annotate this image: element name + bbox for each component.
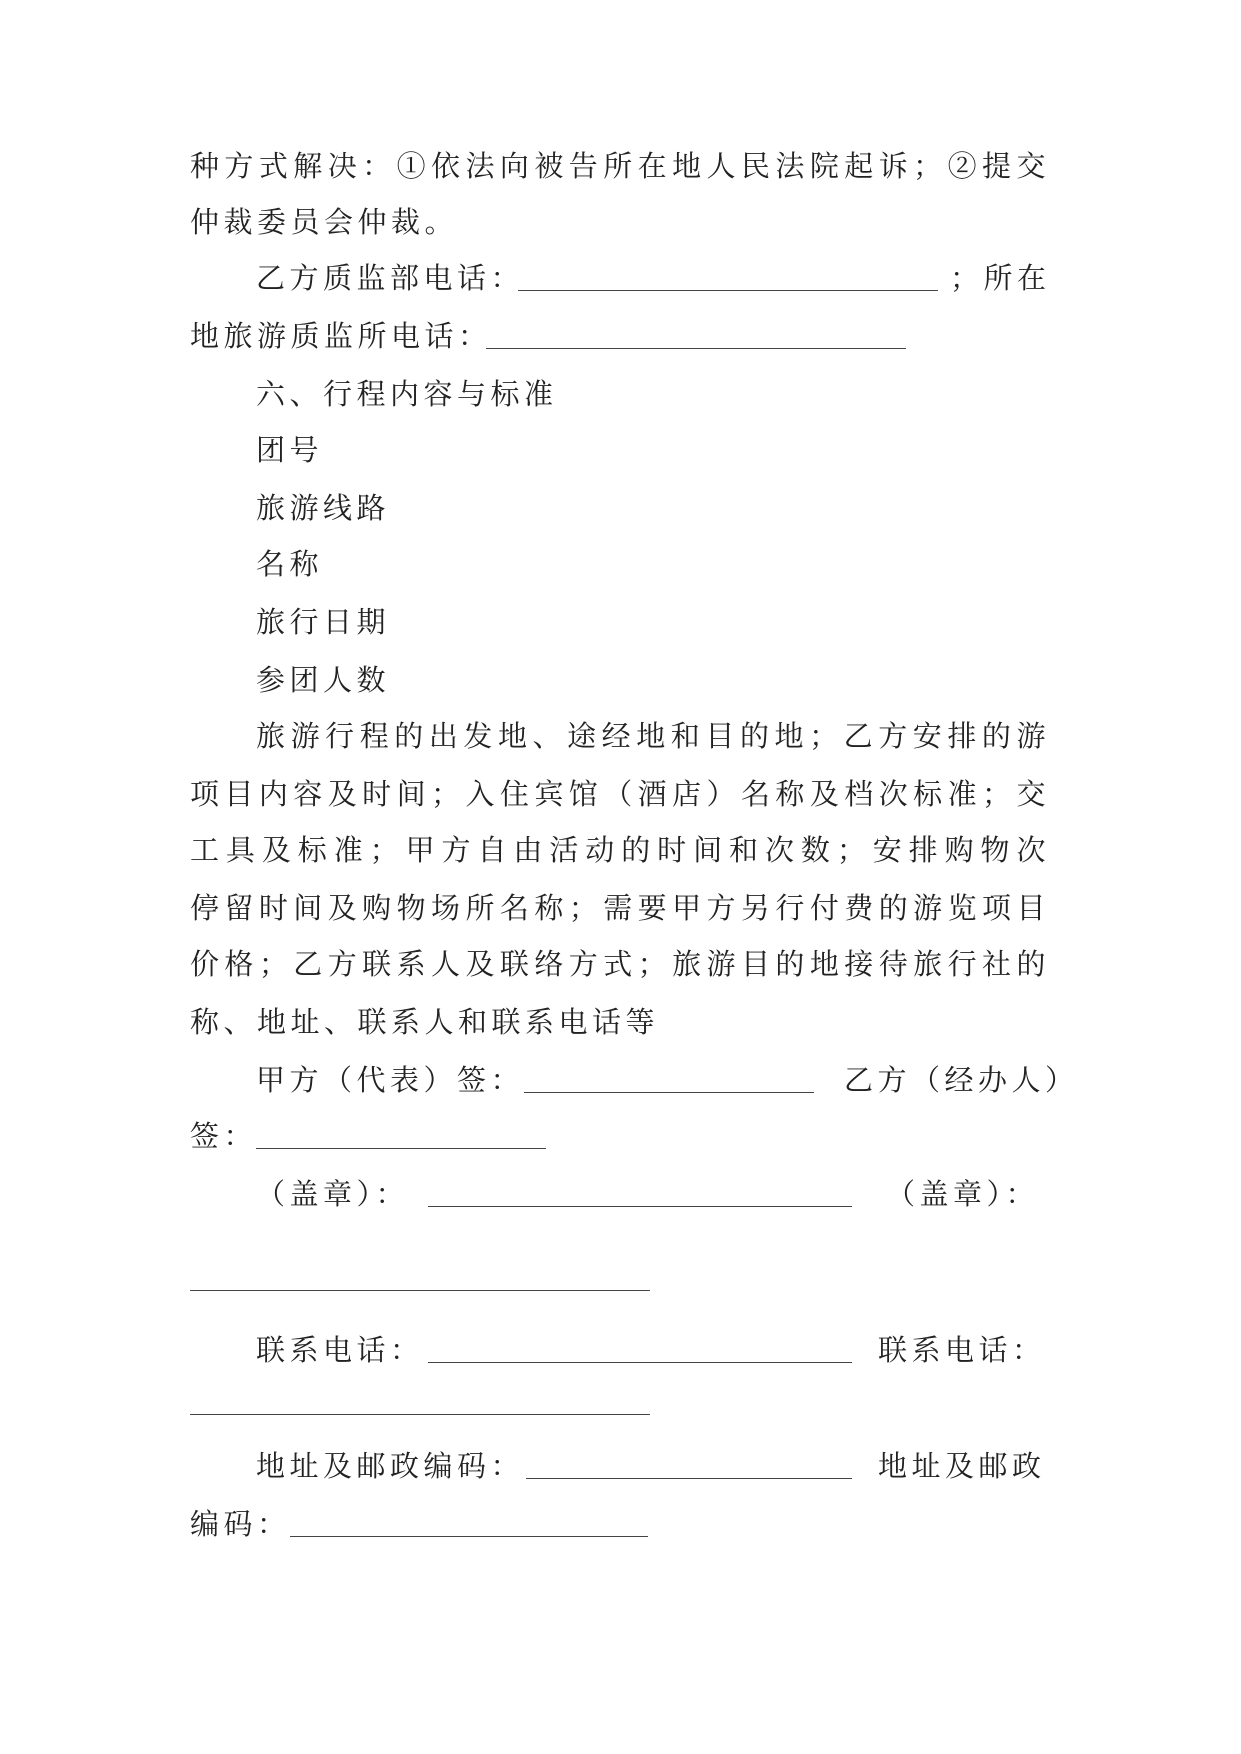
section-heading: 六、行程内容与标准 (256, 377, 558, 411)
address-line-cont (190, 1504, 1050, 1544)
paragraph-line: 价格；乙方联系人及联络方式；旅游目的地接待旅行社的 (190, 947, 1050, 981)
label-text: 地旅游质监所电话： (190, 319, 492, 353)
label-text: ；所在 (950, 261, 1051, 295)
party-a-phone-field[interactable] (428, 1334, 852, 1363)
party-a-seal-label: （盖章）： (256, 1177, 410, 1211)
phone-line (256, 1330, 1050, 1370)
field-label: 参团人数 (256, 663, 391, 697)
party-a-address-field[interactable] (526, 1450, 852, 1479)
paragraph-line: 项目内容及时间；入住宾馆（酒店）名称及档次标准；交 (190, 777, 1050, 811)
party-b-address-field[interactable] (290, 1508, 648, 1537)
party-b-seal-label: （盖章）： (886, 1177, 1040, 1211)
party-b-sign-field[interactable] (256, 1120, 546, 1149)
party-a-sign-label: 甲方（代表）签： (256, 1063, 525, 1097)
party-b-sign-label: 签： (190, 1119, 258, 1153)
blank-field[interactable] (518, 262, 938, 291)
quality-phone-line (256, 258, 1050, 298)
party-b-address-label: 地址及邮政 (878, 1449, 1046, 1483)
party-b-phone-label: 联系电话： (878, 1333, 1046, 1367)
paragraph-line: 工具及标准；甲方自由活动的时间和次数；安排购物次 (190, 833, 1050, 867)
seal-line (256, 1174, 1050, 1214)
party-b-sign-label: 乙方（经办人） (844, 1063, 1079, 1097)
label-text: 乙方质监部电话： (256, 261, 525, 295)
paragraph-line: 停留时间及购物场所名称；需要甲方另行付费的游览项目 (190, 891, 1050, 925)
party-a-sign-field[interactable] (524, 1064, 814, 1093)
blank-field[interactable] (486, 320, 906, 349)
field-label: 名称 (256, 547, 324, 581)
address-line (256, 1446, 1050, 1486)
party-a-seal-field[interactable] (428, 1178, 852, 1207)
field-label: 旅游线路 (256, 491, 391, 525)
text-line: 种方式解决：①依法向被告所在地人民法院起诉；②提交 (190, 149, 1050, 183)
local-quality-phone-line (190, 316, 1050, 356)
text-line: 仲裁委员会仲裁。 (190, 205, 459, 239)
party-a-phone-label: 联系电话： (256, 1333, 424, 1367)
paragraph-line: 称、地址、联系人和联系电话等 (190, 1005, 660, 1039)
paragraph-line: 旅游行程的出发地、途经地和目的地；乙方安排的游 (256, 719, 1050, 753)
field-label: 团号 (256, 433, 324, 467)
party-a-address-label: 地址及邮政编码： (256, 1449, 525, 1483)
party-b-address-label: 编码： (190, 1507, 291, 1541)
signature-line (256, 1060, 1079, 1100)
field-label: 旅行日期 (256, 605, 391, 639)
signature-line-cont (190, 1116, 1050, 1156)
party-b-phone-field[interactable] (190, 1414, 650, 1415)
party-b-seal-field[interactable] (190, 1290, 650, 1291)
